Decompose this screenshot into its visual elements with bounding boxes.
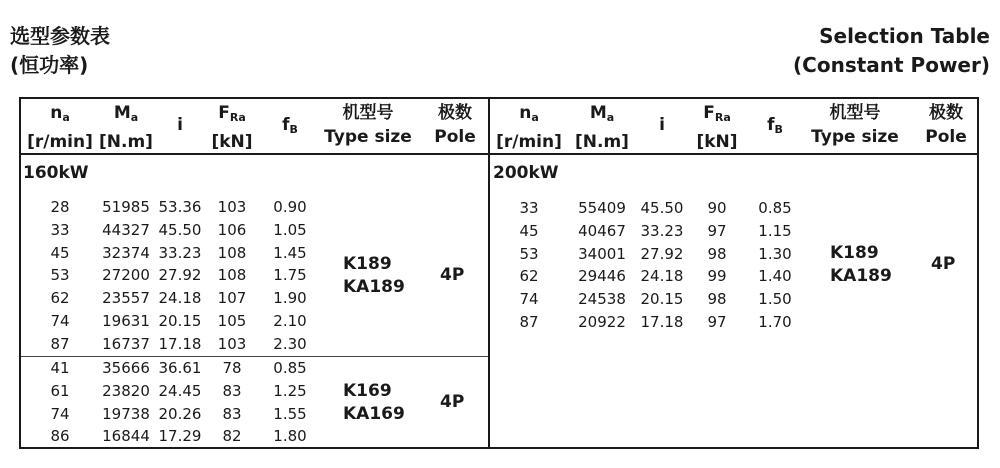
cell-fb: 1.45 xyxy=(273,243,307,262)
cell-fb: 0.85 xyxy=(758,199,792,217)
cell-na: 74 xyxy=(519,290,539,309)
cell-i: 27.92 xyxy=(640,244,684,263)
header-en: Type size xyxy=(324,127,412,147)
title-line-2: (Constant Power) xyxy=(793,53,990,77)
cell-na: 87 xyxy=(50,334,70,353)
header-i xyxy=(150,113,210,137)
cell-fb: 1.75 xyxy=(273,266,307,285)
cell-fra: 97 xyxy=(707,312,727,331)
cell-na: 41 xyxy=(50,359,70,377)
header-na xyxy=(489,101,569,154)
cell-fra: 106 xyxy=(217,220,247,239)
cell-i: 53.36 xyxy=(158,198,202,216)
header-unit: [r/min] xyxy=(27,132,93,152)
cell-i: 27.92 xyxy=(158,266,202,285)
cell-fra: 98 xyxy=(707,244,727,263)
cell-na: 28 xyxy=(50,198,70,216)
cell-fra: 90 xyxy=(707,199,727,217)
header-i xyxy=(632,113,692,137)
header-cn: 极数 xyxy=(438,103,472,123)
header-cn: 机型号 xyxy=(342,103,394,123)
cell-fb: 1.55 xyxy=(273,404,307,423)
cell-i: 24.18 xyxy=(640,267,684,286)
header-pole xyxy=(425,101,485,149)
type-size-label: KA189 xyxy=(343,276,405,297)
header-subscript: B xyxy=(289,123,298,136)
cell-fra: 99 xyxy=(707,267,727,286)
type-size-label: KA189 xyxy=(830,266,892,287)
cell-fb: 1.40 xyxy=(758,267,792,286)
cell-ma: 16844 xyxy=(102,427,150,446)
header-symbol: $F_{Ra}$ xyxy=(218,103,246,124)
cell-na: 86 xyxy=(50,427,70,446)
cell-na: 62 xyxy=(50,289,70,308)
column-na xyxy=(25,357,95,448)
cell-ma: 44327 xyxy=(102,220,150,239)
cell-na: 45 xyxy=(519,221,539,240)
cell-i: 33.23 xyxy=(640,221,684,240)
cell-fra: 105 xyxy=(217,311,247,330)
cell-na: 45 xyxy=(50,243,70,262)
page-title-chinese xyxy=(10,22,110,80)
cell-fra: 98 xyxy=(707,290,727,309)
cell-fra: 78 xyxy=(222,359,242,377)
column-na xyxy=(494,197,564,334)
cell-ma: 34001 xyxy=(578,244,626,263)
header-symbol: $M_a$ xyxy=(589,103,615,124)
cell-ma: 32374 xyxy=(102,243,150,262)
cell-i: 20.15 xyxy=(640,290,684,309)
cell-ma: 40467 xyxy=(578,221,626,240)
cell-ma: 35666 xyxy=(102,359,150,377)
cell-fb: 1.05 xyxy=(273,220,307,239)
cell-ma: 19631 xyxy=(102,311,150,330)
header-symbol: i xyxy=(177,115,183,135)
cell-fb: 1.70 xyxy=(758,312,792,331)
section-label-160kw: 160kW xyxy=(23,163,89,183)
cell-ma: 55409 xyxy=(578,199,626,217)
cell-fb: 1.50 xyxy=(758,290,792,309)
cell-fra: 82 xyxy=(222,427,242,446)
header-symbol: $n_a$ xyxy=(519,103,539,124)
cell-na: 33 xyxy=(519,199,539,217)
cell-fb: 1.80 xyxy=(273,427,307,446)
page-title-english xyxy=(793,22,990,80)
column-fb xyxy=(740,197,810,334)
cell-fb: 1.90 xyxy=(273,289,307,308)
type-size xyxy=(343,253,405,299)
cell-fb: 1.25 xyxy=(273,381,307,400)
section-label-200kw: 200kW xyxy=(493,163,559,183)
cell-i: 20.15 xyxy=(158,311,202,330)
pole-value: 4P xyxy=(440,391,465,412)
cell-ma: 16737 xyxy=(102,334,150,353)
cell-fra: 108 xyxy=(217,266,247,285)
header-subscript: B xyxy=(774,123,783,136)
header-type-size xyxy=(313,101,423,149)
cell-i: 36.61 xyxy=(158,359,202,377)
header-unit: [N.m] xyxy=(575,132,629,152)
cell-fb: 2.10 xyxy=(273,311,307,330)
type-size xyxy=(830,242,892,288)
header-unit: [kN] xyxy=(696,132,738,152)
pole-value: 4P xyxy=(440,264,465,285)
header-symbol: $M_a$ xyxy=(113,103,139,124)
cell-na: 61 xyxy=(50,381,70,400)
title-line-1: 选型参数表 xyxy=(10,24,110,48)
header-fb xyxy=(745,113,805,142)
header-subscript: Ra xyxy=(714,111,731,124)
cell-na: 33 xyxy=(50,220,70,239)
header-subscript: a xyxy=(130,111,139,124)
cell-fb: 0.85 xyxy=(273,359,307,377)
type-size-label: K169 xyxy=(343,380,392,401)
header-en: Pole xyxy=(434,127,476,147)
header-subscript: Ra xyxy=(229,111,246,124)
cell-fra: 97 xyxy=(707,221,727,240)
cell-na: 74 xyxy=(50,311,70,330)
column-fb xyxy=(255,196,325,356)
header-symbol: $F_{Ra}$ xyxy=(703,103,731,124)
pole-value: 4P xyxy=(931,254,956,275)
header-en: Type size xyxy=(811,127,899,147)
cell-fra: 108 xyxy=(217,243,247,262)
header-en: Pole xyxy=(925,127,967,147)
cell-ma: 20922 xyxy=(578,312,626,331)
header-unit: [r/min] xyxy=(496,132,562,152)
type-size-label: KA169 xyxy=(343,403,405,424)
cell-fb: 0.90 xyxy=(273,198,307,216)
cell-na: 62 xyxy=(519,267,539,286)
cell-na: 53 xyxy=(50,266,70,285)
cell-ma: 51985 xyxy=(102,198,150,216)
column-na xyxy=(25,196,95,356)
cell-fra: 103 xyxy=(217,198,247,216)
cell-fb: 1.15 xyxy=(758,221,792,240)
cell-na: 87 xyxy=(519,312,539,331)
cell-i: 17.18 xyxy=(158,334,202,353)
cell-i: 33.23 xyxy=(158,243,202,262)
header-type-size xyxy=(800,101,910,149)
header-subscript: a xyxy=(606,111,615,124)
cell-fb: 1.30 xyxy=(758,244,792,263)
cell-i: 24.45 xyxy=(158,381,202,400)
cell-fb: 2.30 xyxy=(273,334,307,353)
header-ma xyxy=(562,101,642,154)
cell-fra: 83 xyxy=(222,381,242,400)
header-pole xyxy=(916,101,976,149)
header-subscript: a xyxy=(62,111,70,124)
cell-ma: 23557 xyxy=(102,289,150,308)
type-size-label: K189 xyxy=(343,253,392,274)
cell-i: 17.29 xyxy=(158,427,202,446)
title-line-1: Selection Table xyxy=(819,24,990,48)
cell-ma: 24538 xyxy=(578,290,626,309)
cell-fra: 103 xyxy=(217,334,247,353)
cell-ma: 19738 xyxy=(102,404,150,423)
column-fb xyxy=(255,357,325,448)
cell-i: 45.50 xyxy=(158,220,202,239)
header-symbol: i xyxy=(659,115,665,135)
type-size-label: K189 xyxy=(830,243,879,264)
header-unit: [kN] xyxy=(211,132,253,152)
cell-i: 20.26 xyxy=(158,404,202,423)
type-size xyxy=(343,380,405,426)
header-symbol: $n_a$ xyxy=(50,103,70,124)
header-unit: [N.m] xyxy=(99,132,153,152)
cell-ma: 23820 xyxy=(102,381,150,400)
header-cn: 机型号 xyxy=(829,103,881,123)
title-line-2: (恒功率) xyxy=(10,53,89,77)
header-symbol: $f_B$ xyxy=(767,115,783,136)
cell-i: 24.18 xyxy=(158,289,202,308)
header-fb xyxy=(260,113,320,142)
cell-fra: 83 xyxy=(222,404,242,423)
cell-ma: 27200 xyxy=(102,266,150,285)
header-subscript: a xyxy=(531,111,539,124)
cell-na: 53 xyxy=(519,244,539,263)
header-symbol: $f_B$ xyxy=(282,115,298,136)
cell-i: 45.50 xyxy=(640,199,684,217)
cell-fra: 107 xyxy=(217,289,247,308)
header-cn: 极数 xyxy=(929,103,963,123)
cell-i: 17.18 xyxy=(640,312,684,331)
cell-na: 74 xyxy=(50,404,70,423)
cell-ma: 29446 xyxy=(578,267,626,286)
